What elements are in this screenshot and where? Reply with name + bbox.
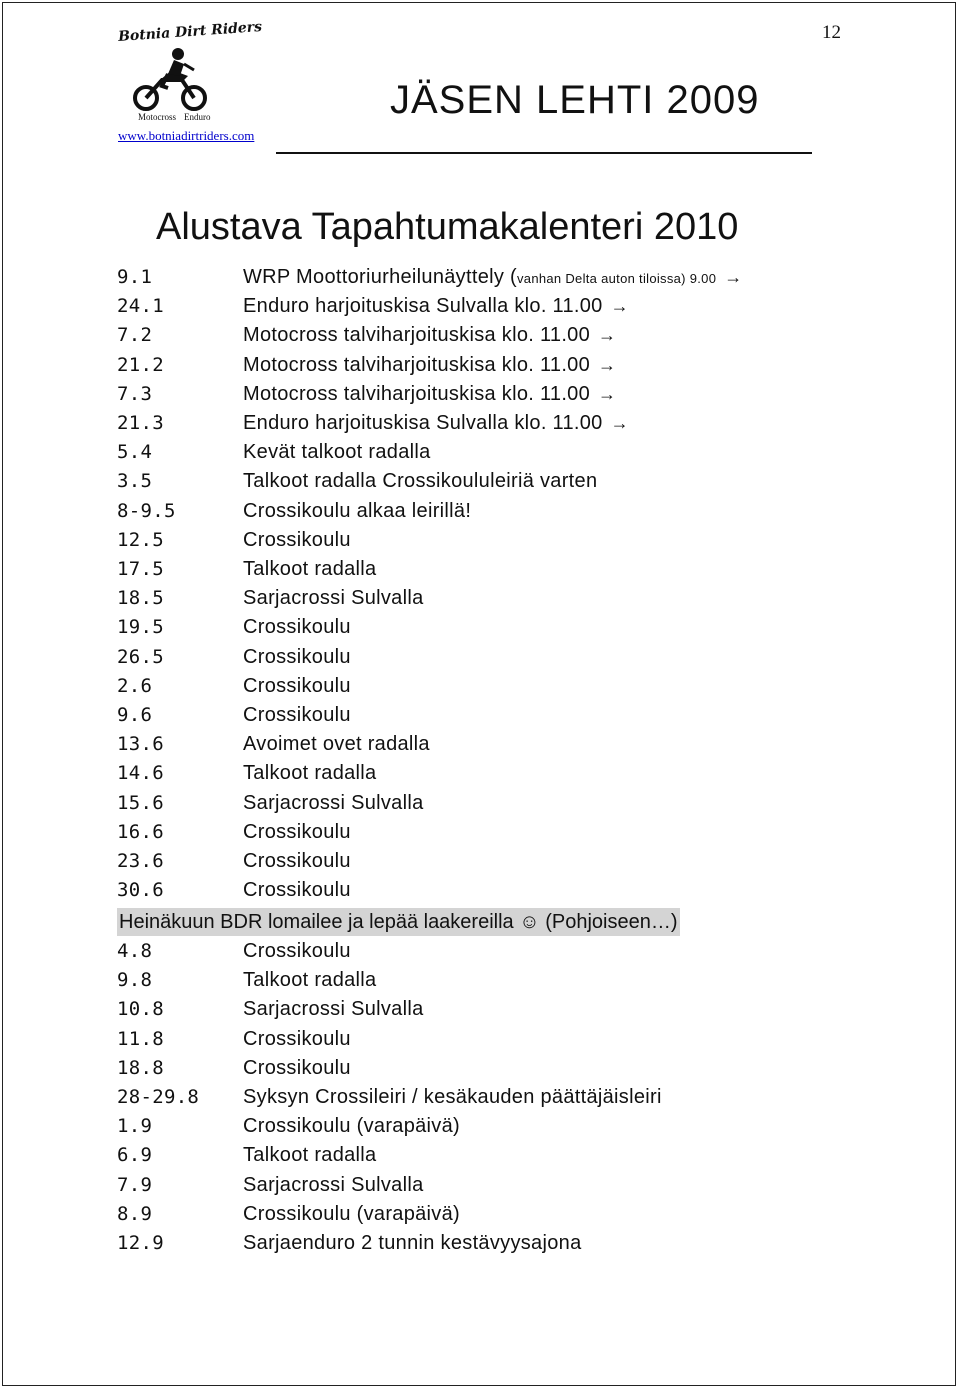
event-date: 4.8 <box>117 940 153 962</box>
club-logo <box>112 18 282 148</box>
event-description-text: Motocross talviharjoituskisa klo. 11.00 <box>243 382 591 405</box>
event-description <box>243 616 351 639</box>
arrow-right-icon: → <box>598 325 617 346</box>
event-description-text: Kevät talkoot radalla <box>243 441 431 464</box>
event-description-text: Crossikoulu <box>243 645 351 668</box>
event-date: 7.9 <box>117 1173 153 1196</box>
event-description-text: Sarjacrossi Sulvalla <box>243 587 424 610</box>
event-date: 9.8 <box>117 969 153 992</box>
event-description-text: Crossikoulu <box>243 940 351 962</box>
event-description-text: Talkoot radalla <box>243 969 377 992</box>
event-description <box>243 1115 460 1138</box>
event-date: 6.9 <box>117 1144 153 1167</box>
event-description <box>243 1144 376 1167</box>
event-description <box>243 587 424 610</box>
event-description <box>243 1203 460 1226</box>
event-date: 16.6 <box>117 820 164 843</box>
event-date: 24.1 <box>117 295 164 318</box>
club-website-link[interactable]: www.botniadirtriders.com <box>118 128 255 143</box>
newsletter-title: JÄSEN LEHTI 2009 <box>390 78 760 122</box>
header-divider <box>276 152 812 154</box>
event-date: 7.2 <box>117 324 153 347</box>
motocross-bike-icon <box>132 46 212 112</box>
event-description <box>243 675 351 698</box>
event-date: 1.9 <box>117 1115 153 1138</box>
event-description-text: Crossikoulu alkaa leirillä! <box>243 499 472 522</box>
event-description-text: Crossikoulu <box>243 820 351 843</box>
arrow-right-icon: → <box>598 354 617 375</box>
event-description <box>243 558 376 581</box>
event-date: 19.5 <box>117 616 164 639</box>
event-date: 26.5 <box>117 645 164 668</box>
smiley-icon: ☺ <box>519 911 540 933</box>
event-date: 14.6 <box>117 762 164 785</box>
event-description-text: Enduro harjoituskisa Sulvalla klo. 11.00 <box>243 295 603 318</box>
event-date: 21.2 <box>117 353 164 376</box>
event-date: 2.6 <box>117 674 153 697</box>
event-description <box>243 1174 424 1197</box>
july-note <box>117 908 680 936</box>
event-date: 13.6 <box>117 733 164 756</box>
event-description-text: Syksyn Crossileiri / kesäkauden päättäjäisleiri <box>243 1086 662 1108</box>
event-date: 17.5 <box>117 558 164 580</box>
arrow-right-icon: → <box>610 296 629 317</box>
event-description <box>243 733 430 756</box>
event-description <box>243 879 351 902</box>
event-date: 9.6 <box>117 704 153 726</box>
event-date: 18.8 <box>117 1056 164 1079</box>
event-description-text: Motocross talviharjoituskisa klo. 11.00 <box>243 324 591 347</box>
logo-title: Botnia Dirt Riders <box>117 18 263 46</box>
event-description <box>243 266 743 289</box>
event-description-note: vanhan Delta auton tiloissa) 9.00 <box>516 271 717 286</box>
event-description <box>243 969 376 992</box>
event-date: 28-29.8 <box>117 1086 200 1108</box>
event-description-text: Talkoot radalla <box>243 762 377 785</box>
event-date: 8.9 <box>117 1202 153 1225</box>
event-date: 21.3 <box>117 412 164 434</box>
event-description-text: Crossikoulu <box>243 674 351 697</box>
arrow-right-icon: → <box>598 383 617 404</box>
calendar-heading: Alustava Tapahtumakalenteri 2010 <box>156 206 739 248</box>
event-description-text: Talkoot radalla <box>243 1144 377 1167</box>
event-description <box>243 646 351 669</box>
event-date: 10.8 <box>117 998 164 1021</box>
event-description <box>243 762 376 785</box>
arrow-right-icon: → <box>610 413 629 433</box>
event-description-text: Motocross talviharjoituskisa klo. 11.00 <box>243 353 591 376</box>
event-date: 9.1 <box>117 266 153 288</box>
event-description-text: Crossikoulu <box>243 1056 351 1079</box>
event-description-text: Sarjacrossi Sulvalla <box>243 998 424 1021</box>
event-description <box>243 383 616 406</box>
event-date: 7.3 <box>117 382 153 405</box>
event-date: 18.5 <box>117 587 164 610</box>
logo-motocross-label: Motocross <box>138 112 176 122</box>
page-number: 12 <box>822 22 841 43</box>
event-description-text: Crossikoulu <box>243 879 351 902</box>
event-description-text: WRP Moottoriurheilunäyttely ( <box>243 266 517 288</box>
event-description-text: Talkoot radalla <box>243 558 377 580</box>
event-date: 8-9.5 <box>117 499 176 522</box>
event-description <box>243 412 629 435</box>
event-date: 30.6 <box>117 879 164 902</box>
event-description-text: Crossikoulu <box>243 850 351 872</box>
event-description <box>243 821 351 844</box>
event-description-text: Sarjacrossi Sulvalla <box>243 791 424 814</box>
event-description <box>243 792 424 815</box>
event-description <box>243 704 351 727</box>
event-description-text: Crossikoulu <box>243 528 351 551</box>
event-description-text: Crossikoulu (varapäivä) <box>243 1202 460 1225</box>
event-description-text: Crossikoulu <box>243 704 351 726</box>
event-date: 15.6 <box>117 791 164 814</box>
event-date: 5.4 <box>117 441 153 464</box>
event-date: 3.5 <box>117 470 153 493</box>
event-description <box>243 295 629 318</box>
event-description-text: Enduro harjoituskisa Sulvalla klo. 11.00 <box>243 412 603 434</box>
logo-enduro-label: Enduro <box>184 112 211 122</box>
event-description <box>243 1057 351 1080</box>
event-date: 12.5 <box>117 528 164 551</box>
logo-subtitle <box>138 112 219 122</box>
event-description <box>243 441 431 464</box>
event-description <box>243 529 351 552</box>
event-description <box>243 1086 662 1109</box>
event-description <box>243 354 616 377</box>
event-description <box>243 998 424 1021</box>
event-date: 12.9 <box>117 1232 164 1254</box>
event-description-text: Talkoot radalla Crossikoululeiriä varten <box>243 470 598 493</box>
event-date: 11.8 <box>117 1027 164 1050</box>
arrow-right-icon: → <box>724 267 743 287</box>
event-description-text: Sarjaenduro 2 tunnin kestävyysajona <box>243 1232 582 1254</box>
event-description-text: Crossikoulu <box>243 616 351 639</box>
event-date: 23.6 <box>117 850 164 872</box>
event-description <box>243 1232 582 1255</box>
july-note-text: Heinäkuun BDR lomailee ja lepää laakereilla <box>119 911 514 933</box>
event-description <box>243 850 351 873</box>
event-description <box>243 1028 351 1051</box>
event-description <box>243 500 471 523</box>
event-description-text: Crossikoulu <box>243 1027 351 1050</box>
event-description <box>243 470 597 493</box>
july-note-tail: (Pohjoiseen…) <box>545 911 678 933</box>
event-description <box>243 940 351 963</box>
event-description <box>243 324 616 347</box>
event-description-text: Sarjacrossi Sulvalla <box>243 1173 424 1196</box>
event-description-text: Avoimet ovet radalla <box>243 733 430 756</box>
event-description-text: Crossikoulu (varapäivä) <box>243 1115 460 1138</box>
